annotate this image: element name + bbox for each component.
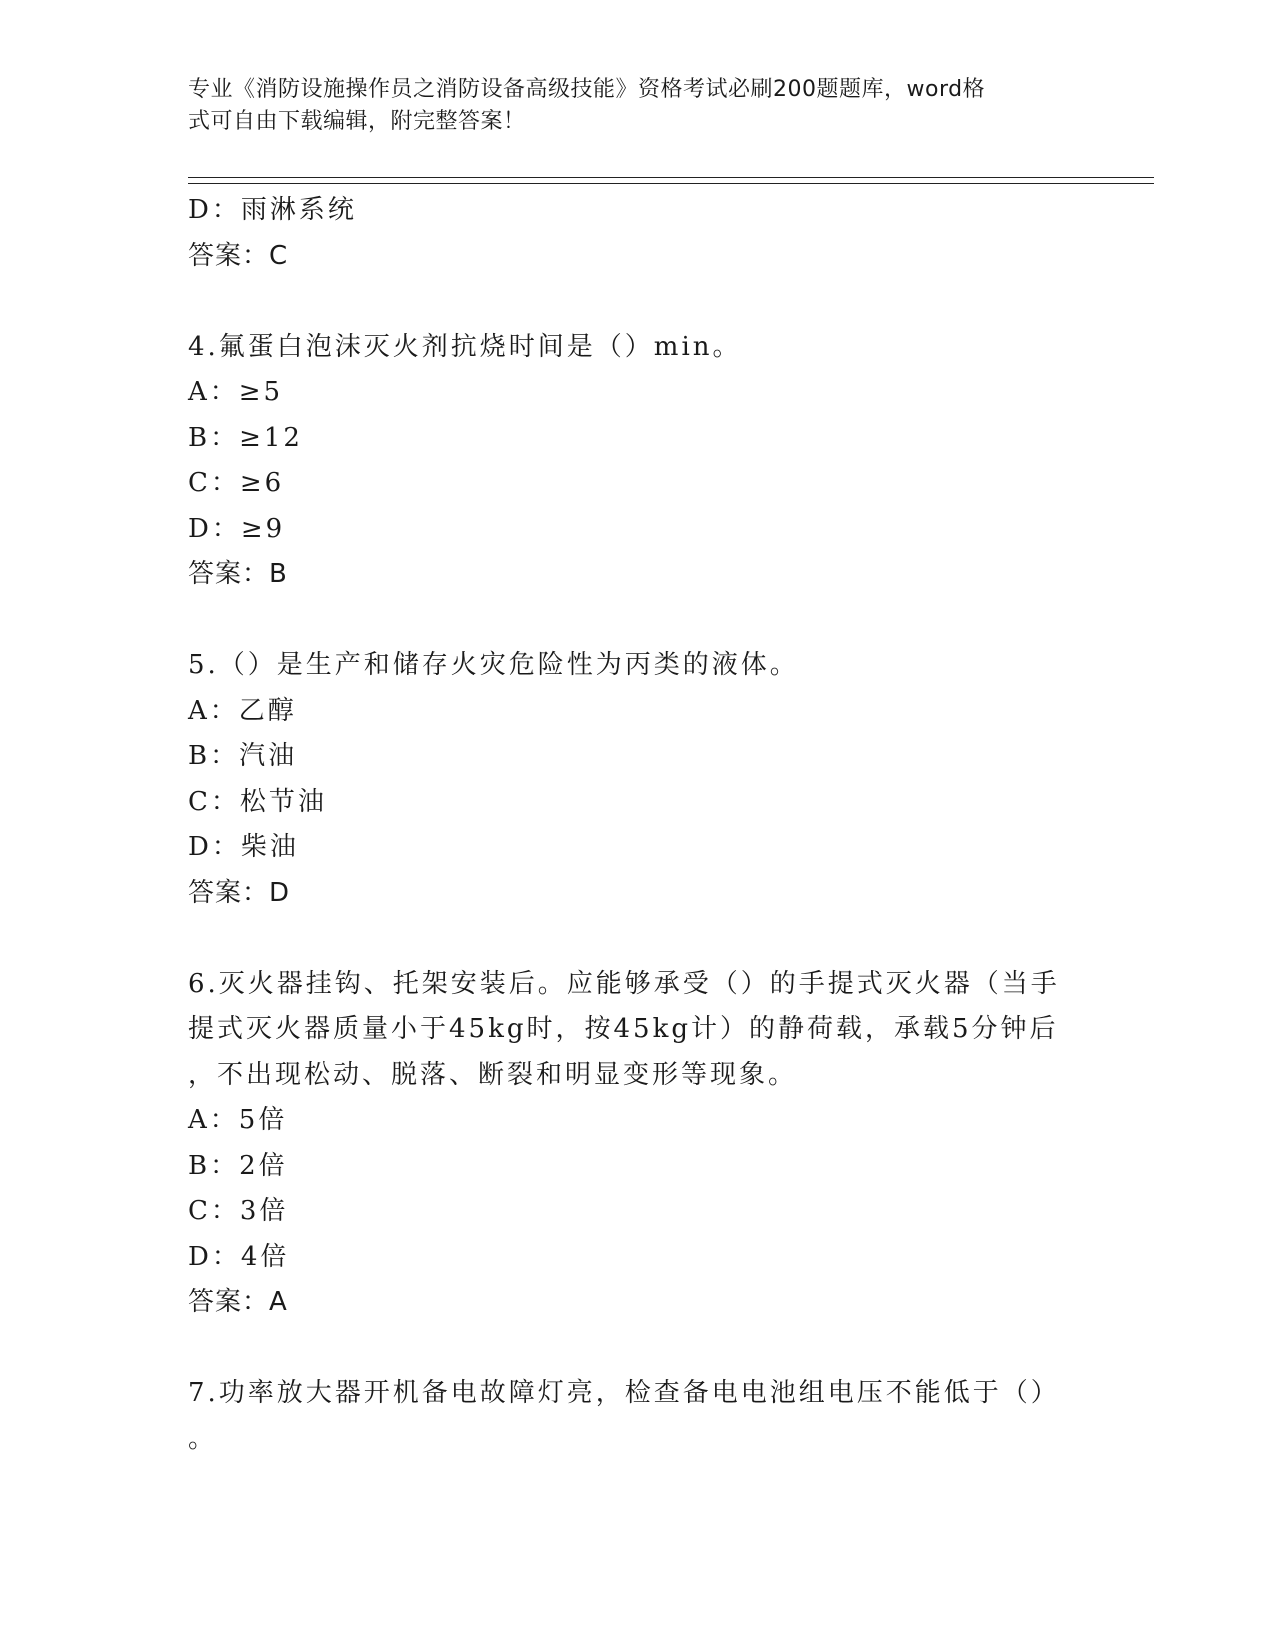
option-b: B：≥12 (188, 422, 303, 453)
question-4 (188, 325, 1088, 598)
question-stem: 5.（）是生产和储存火灾危险性为丙类的液体。 (188, 650, 799, 680)
question-stem-line-1: 7.功率放大器开机备电故障灯亮，检查备电电池组电压不能低于（） (188, 1378, 1060, 1408)
option-b: B：汽油 (188, 741, 298, 771)
option-d: D：柴油 (188, 832, 299, 862)
option-c: C：3倍 (188, 1196, 289, 1226)
header-divider-top (188, 177, 1154, 178)
answer-line: 答案：B (188, 559, 288, 589)
option-d: D：雨淋系统 (188, 195, 357, 225)
answer-line: 答案：C (188, 240, 289, 271)
spacer (188, 598, 1088, 644)
question-list (188, 188, 1088, 1462)
document-header (188, 74, 1068, 138)
spacer (188, 279, 1088, 325)
header-line-2: 式可自由下载编辑，附完整答案！ (188, 109, 526, 134)
header-divider-bottom (188, 183, 1154, 184)
question-stem: 4.氟蛋白泡沫灭火剂抗烧时间是（）min。 (188, 331, 742, 362)
question-6 (188, 962, 1088, 1326)
option-a: A：乙醇 (188, 695, 297, 726)
spacer (188, 916, 1088, 962)
option-c: C：松节油 (188, 786, 327, 817)
option-d: D：≥9 (188, 513, 286, 544)
question-3-tail (188, 188, 1088, 279)
option-a: A：5倍 (188, 1105, 288, 1135)
question-stem-line-3: ，不出现松动、脱落、断裂和明显变形等现象。 (188, 1059, 798, 1090)
question-stem-line-2: 提式灭火器质量小于45kg时，按45kg计）的静荷载，承载5分钟后 (188, 1014, 1059, 1044)
option-a: A：≥5 (188, 377, 284, 407)
question-stem-line-1: 6.灭火器挂钩、托架安装后。应能够承受（）的手提式灭火器（当手 (188, 968, 1060, 999)
option-c: C：≥6 (188, 468, 285, 498)
spacer (188, 1326, 1088, 1372)
question-stem-line-2: 。 (188, 1423, 218, 1454)
question-5 (188, 643, 1088, 916)
answer-line: 答案：D (188, 877, 291, 908)
header-line-1: 专业《消防设施操作员之消防设备高级技能》资格考试必刷200题题库，word格 (188, 77, 986, 102)
question-7 (188, 1371, 1088, 1462)
answer-line: 答案：A (188, 1287, 288, 1317)
option-d: D：4倍 (188, 1241, 290, 1272)
option-b: B：2倍 (188, 1150, 288, 1181)
